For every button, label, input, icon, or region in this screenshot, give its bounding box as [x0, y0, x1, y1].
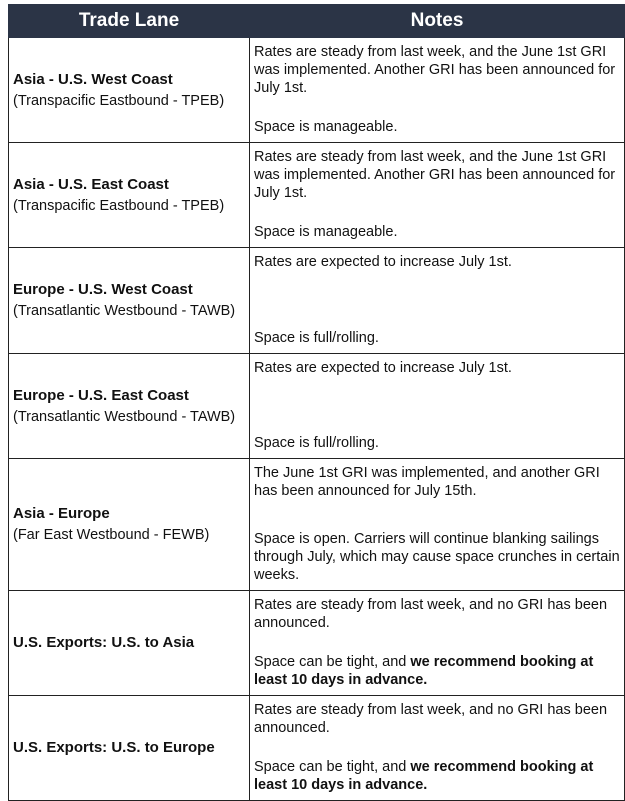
- rates-note: Rates are expected to increase July 1st.: [254, 360, 512, 376]
- table-row: [9, 248, 625, 354]
- lane-subtitle: (Transatlantic Westbound - TAWB): [13, 303, 236, 319]
- notes-cell: [250, 591, 625, 696]
- table-row: [9, 143, 625, 248]
- header-trade-lane: Trade Lane: [9, 5, 250, 38]
- rates-note: Rates are expected to increase July 1st.: [254, 254, 512, 270]
- lane-name: U.S. Exports: U.S. to Asia: [13, 634, 195, 651]
- lane-name: U.S. Exports: U.S. to Europe: [13, 739, 215, 756]
- space-note-text: Space is manageable.: [254, 119, 398, 135]
- lane-subtitle: (Far East Westbound - FEWB): [13, 527, 210, 543]
- header-row: [9, 5, 625, 38]
- space-note-text: Space is manageable.: [254, 224, 398, 240]
- space-note-text: Space is full/rolling.: [254, 330, 379, 346]
- space-note-text: Space is open. Carriers will continue blanking sailings through July, which may cause space crunches in certain weeks.: [254, 531, 620, 583]
- note-emphasis: we recommend booking at least 10 days in advance.: [254, 654, 594, 688]
- space-note: [254, 758, 620, 794]
- lane-name: Europe - U.S. East Coast: [13, 386, 189, 404]
- trade-lane-cell: [9, 38, 250, 143]
- table-row: [9, 459, 625, 591]
- space-note: [254, 223, 620, 241]
- trade-lane-cell: [9, 459, 250, 591]
- space-note-text: Space can be tight, and: [254, 654, 411, 670]
- table-row: [9, 591, 625, 696]
- rates-note: Rates are steady from last week, and the June 1st GRI was implemented. Another GRI has been announced for July 1st.: [254, 44, 616, 96]
- trade-lane-cell: [9, 591, 250, 696]
- lane-name: Asia - U.S. East Coast: [13, 175, 169, 193]
- lane-name: Asia - Europe: [13, 505, 110, 522]
- space-note: [254, 329, 620, 347]
- table-row: [9, 696, 625, 801]
- table-row: [9, 354, 625, 459]
- lane-subtitle: (Transpacific Eastbound - TPEB): [13, 197, 225, 214]
- space-note-text: Space can be tight, and: [254, 759, 411, 775]
- rates-note: Rates are steady from last week, and the June 1st GRI was implemented. Another GRI has been announced for July 1st.: [254, 149, 616, 201]
- trade-lane-cell: [9, 696, 250, 801]
- space-note: [254, 530, 620, 584]
- lane-name: Asia - U.S. West Coast: [13, 70, 173, 88]
- lane-subtitle: (Transatlantic Westbound - TAWB): [13, 408, 236, 425]
- notes-cell: [250, 38, 625, 143]
- notes-cell: [250, 696, 625, 801]
- trade-lane-cell: [9, 248, 250, 354]
- notes-cell: [250, 354, 625, 459]
- note-emphasis: we recommend booking at least 10 days in advance.: [254, 759, 594, 793]
- rates-note: The June 1st GRI was implemented, and another GRI has been announced for July 15th.: [254, 465, 600, 499]
- trade-lane-cell: [9, 143, 250, 248]
- space-note: [254, 653, 620, 689]
- notes-cell: [250, 248, 625, 354]
- trade-lane-cell: [9, 354, 250, 459]
- space-note-text: Space is full/rolling.: [254, 435, 379, 451]
- notes-cell: [250, 459, 625, 591]
- lane-name: Europe - U.S. West Coast: [13, 281, 193, 298]
- space-note: [254, 434, 620, 452]
- notes-cell: [250, 143, 625, 248]
- lane-subtitle: (Transpacific Eastbound - TPEB): [13, 92, 225, 109]
- space-note: [254, 118, 620, 136]
- rates-note: Rates are steady from last week, and no GRI has been announced.: [254, 702, 608, 736]
- trade-lane-table: [8, 4, 625, 801]
- header-notes: Notes: [250, 5, 625, 38]
- table-row: [9, 38, 625, 143]
- rates-note: Rates are steady from last week, and no GRI has been announced.: [254, 597, 608, 631]
